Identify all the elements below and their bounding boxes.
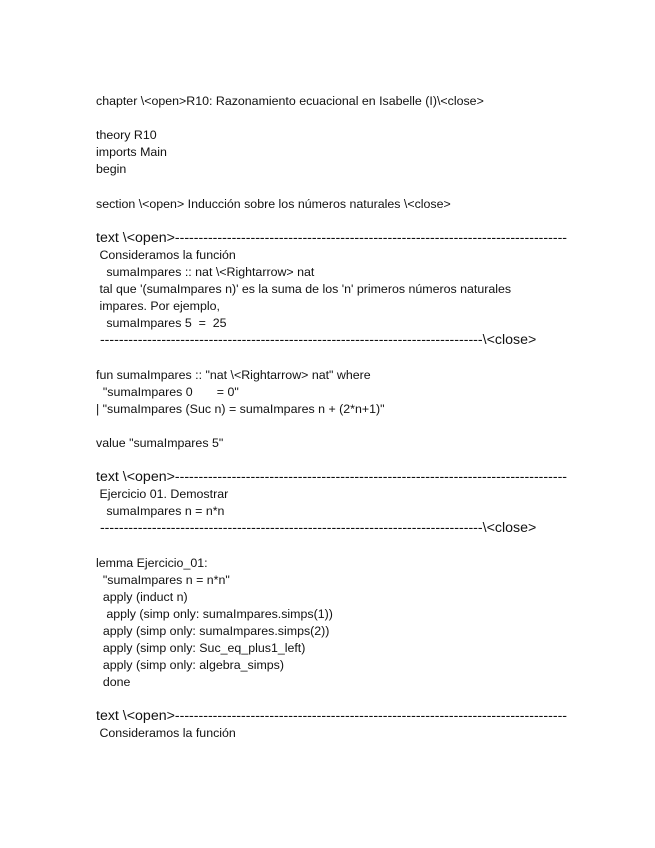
proof-step-line: apply (simp only: Suc_eq_plus1_left) bbox=[96, 641, 306, 655]
text-body-line: Consideramos la función bbox=[96, 247, 236, 262]
lemma-line: lemma Ejercicio_01: bbox=[96, 555, 208, 570]
text-open-line: text \<open>----------------------------------------------------------------------------------- bbox=[96, 469, 568, 486]
fun-case-line: "sumaImpares 0 = 0" bbox=[96, 384, 239, 399]
blank-line bbox=[96, 110, 636, 127]
text-body-line: Consideramos la función bbox=[96, 726, 236, 741]
proof-step-line: apply (simp only: sumaImpares.simps(1)) bbox=[96, 606, 333, 621]
theory-line: theory R10 bbox=[96, 128, 157, 143]
text-body-line: tal que '(sumaImpares n)' es la suma de los 'n' primeros números naturales bbox=[96, 282, 512, 297]
blank-line bbox=[96, 452, 636, 469]
blank-line bbox=[96, 691, 636, 708]
fun-line: fun sumaImpares :: "nat \<Rightarrow> nat" where bbox=[96, 367, 371, 382]
section-line: section \<open> Inducción sobre los números naturales \<close> bbox=[96, 196, 451, 211]
blank-line bbox=[96, 418, 636, 435]
chapter-line: chapter \<open>R10: Razonamiento ecuacional en Isabelle (I)\<close> bbox=[96, 94, 484, 108]
proof-step-line: apply (simp only: sumaImpares.simps(2)) bbox=[96, 623, 330, 638]
value-line: value "sumaImpares 5" bbox=[96, 435, 224, 450]
lemma-statement-line: "sumaImpares n = n*n" bbox=[96, 572, 230, 587]
begin-line: begin bbox=[96, 162, 127, 177]
document-page bbox=[96, 93, 636, 743]
blank-line bbox=[96, 213, 636, 230]
fun-case-line: | "sumaImpares (Suc n) = sumaImpares n + (2*n+1)" bbox=[96, 401, 385, 416]
proof-step-line: apply (simp only: algebra_simps) bbox=[96, 658, 285, 673]
blank-line bbox=[96, 349, 636, 366]
text-close-line: ---------------------------------------------------------------------------------\<close> bbox=[96, 520, 537, 537]
text-body-line: impares. Por ejemplo, bbox=[96, 299, 220, 314]
proof-done-line: done bbox=[96, 675, 131, 690]
blank-line bbox=[96, 178, 636, 195]
exercise-statement-line: sumaImpares n = n*n bbox=[96, 504, 225, 519]
text-close-line: ---------------------------------------------------------------------------------\<close> bbox=[96, 332, 537, 349]
proof-step-line: apply (induct n) bbox=[96, 589, 188, 604]
text-body-line: sumaImpares :: nat \<Rightarrow> nat bbox=[96, 264, 315, 279]
exercise-title-line: Ejercicio 01. Demostrar bbox=[96, 487, 229, 502]
text-open-line: text \<open>----------------------------------------------------------------------------------- bbox=[96, 708, 568, 725]
text-open-line: text \<open>----------------------------------------------------------------------------------- bbox=[96, 229, 568, 246]
blank-line bbox=[96, 537, 636, 554]
imports-line: imports Main bbox=[96, 145, 167, 160]
text-body-line: sumaImpares 5 = 25 bbox=[96, 316, 227, 331]
